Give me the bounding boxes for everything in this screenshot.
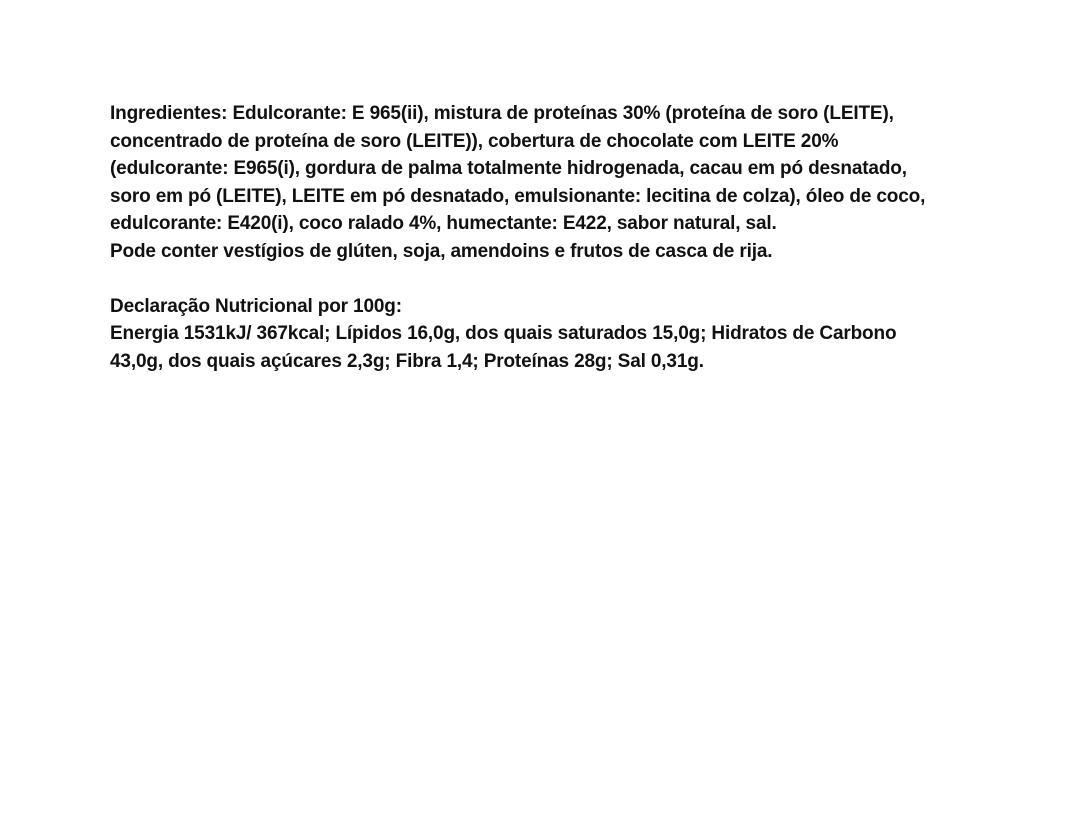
ingredients-line: concentrado de proteína de soro (LEITE)), cobertura de chocolate com LEITE 20% <box>110 130 839 152</box>
nutrition-line: Energia 1531kJ/ 367kcal; Lípidos 16,0g, dos quais saturados 15,0g; Hidratos de Carbono <box>110 323 897 344</box>
ingredients-line: soro em pó (LEITE), LEITE em pó desnatado, emulsionante: lecitina de colza), óleo de coco, <box>110 185 926 207</box>
nutrition-line: 43,0g, dos quais açúcares 2,3g; Fibra 1,4; Proteínas 28g; Sal 0,31g. <box>110 350 704 372</box>
ingredients-line: edulcorante: E420(i), coco ralado 4%, humectante: E422, sabor natural, sal. <box>110 213 777 234</box>
allergen-note: Pode conter vestígios de glúten, soja, amendoins e frutos de casca de rija. <box>110 240 773 262</box>
section-spacer <box>110 265 1070 293</box>
ingredients-line: Ingredientes: Edulcorante: E 965(ii), mistura de proteínas 30% (proteína de soro (LEITE), <box>110 103 894 124</box>
nutrition-section <box>110 293 1070 376</box>
nutrition-heading: Declaração Nutricional por 100g: <box>110 295 402 317</box>
ingredients-section <box>110 100 1070 265</box>
label-document <box>110 100 1070 375</box>
ingredients-line: (edulcorante: E965(i), gordura de palma totalmente hidrogenada, cacau em pó desnatado, <box>110 158 907 179</box>
